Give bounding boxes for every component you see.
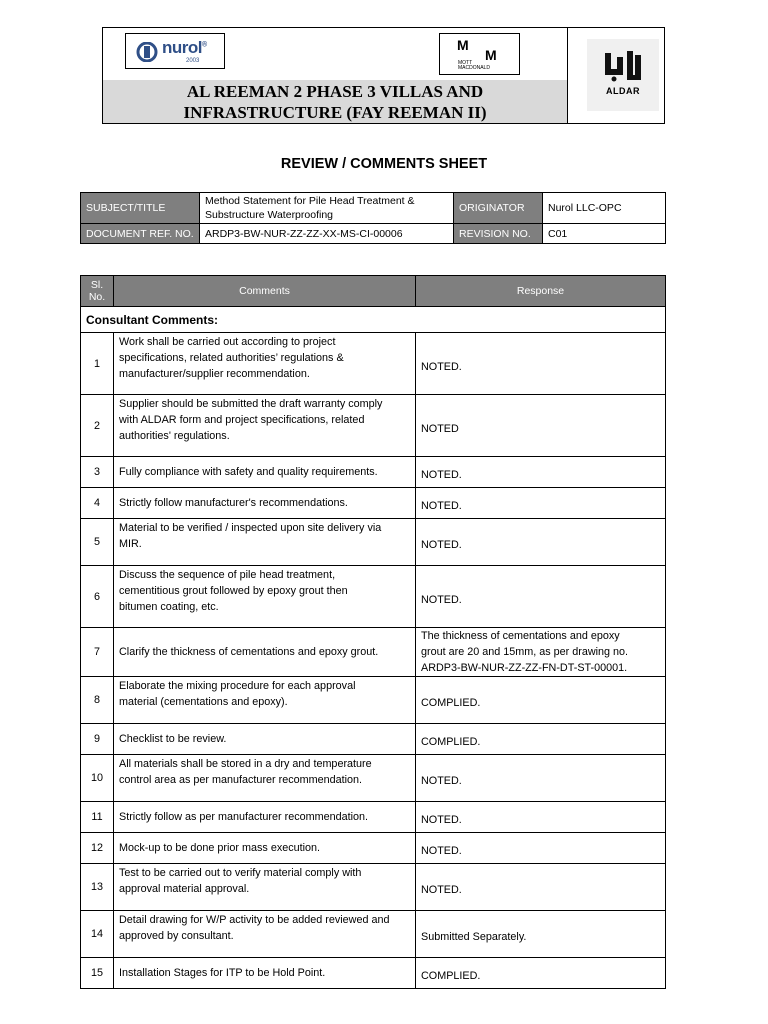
response-text: NOTED [421, 422, 459, 435]
row-number: 12 [81, 833, 114, 864]
aldar-glyph-icon [601, 49, 645, 83]
response-text: Submitted Separately. [421, 931, 527, 943]
comment-text: authorities' regulations. [119, 430, 230, 442]
table-row [81, 958, 666, 989]
comments-table-header [81, 276, 666, 307]
comment-cell [114, 457, 416, 488]
comment-text: Material to be verified / inspected upon site delivery via [119, 522, 382, 534]
comments-table-body [81, 307, 666, 989]
response-text: The thickness of cementations and epoxy [421, 630, 620, 642]
row-number: 15 [81, 958, 114, 989]
row-number: 7 [81, 628, 114, 677]
client-logo-cell [567, 28, 665, 123]
row-number: 14 [81, 911, 114, 958]
mott-logo-text-2: MACDONALD [458, 65, 490, 71]
row-number: 9 [81, 724, 114, 755]
comment-text: Discuss the sequence of pile head treatment, [119, 569, 336, 581]
revision-value: C01 [543, 224, 666, 244]
response-cell [416, 802, 666, 833]
response-cell [416, 395, 666, 457]
comment-cell [114, 333, 416, 395]
comment-cell [114, 566, 416, 628]
row-number: 11 [81, 802, 114, 833]
table-row [81, 802, 666, 833]
row-number: 4 [81, 488, 114, 519]
comment-text: Elaborate the mixing procedure for each approval [119, 680, 356, 692]
comment-text: Test to be carried out to verify material comply with [119, 867, 362, 879]
response-cell [416, 958, 666, 989]
comment-cell [114, 519, 416, 566]
comment-text: Strictly follow as per manufacturer recommendation. [119, 811, 369, 823]
docref-label: DOCUMENT REF. NO. [81, 224, 200, 244]
comment-text: Mock-up to be done prior mass execution. [119, 842, 321, 854]
response-text: NOTED. [421, 360, 462, 373]
comment-text: All materials shall be stored in a dry and temperature [119, 758, 372, 770]
table-row [81, 864, 666, 911]
comment-text: Supplier should be submitted the draft warranty comply [119, 398, 383, 410]
row-number: 13 [81, 864, 114, 911]
response-cell [416, 628, 666, 677]
response-text: NOTED. [421, 593, 462, 606]
response-cell [416, 864, 666, 911]
comment-text: control area as per manufacturer recommendation. [119, 774, 363, 786]
info-row-subject [81, 193, 666, 224]
comment-cell [114, 628, 416, 677]
subject-value-line1: Method Statement for Pile Head Treatment & [205, 195, 415, 207]
comment-cell [114, 755, 416, 802]
response-text: COMPLIED. [421, 736, 481, 748]
response-text: grout are 20 and 15mm, as per drawing no. [421, 646, 629, 658]
comment-text: Installation Stages for ITP to be Hold Point. [119, 967, 326, 979]
comment-text: manufacturer/supplier recommendation. [119, 368, 310, 380]
comment-text: material (cementations and epoxy). [119, 696, 288, 708]
comment-text: MIR. [119, 538, 142, 550]
aldar-logo-text: ALDAR [606, 86, 640, 96]
response-cell [416, 333, 666, 395]
comment-text: Clarify the thickness of cementations and epoxy grout. [119, 646, 379, 658]
logo-strip [103, 28, 567, 81]
response-cell [416, 724, 666, 755]
mott-logo-text-1: MOTT [458, 60, 473, 66]
comment-text: Detail drawing for W/P activity to be added reviewed and [119, 914, 390, 926]
response-cell [416, 457, 666, 488]
comment-cell [114, 395, 416, 457]
docref-value: ARDP3-BW-NUR-ZZ-ZZ-XX-MS-CI-00006 [200, 224, 454, 244]
comment-text: bitumen coating, etc. [119, 601, 219, 613]
comment-cell [114, 724, 416, 755]
response-text: ARDP3-BW-NUR-ZZ-ZZ-FN-DT-ST-00001. [421, 662, 628, 674]
table-row [81, 457, 666, 488]
comment-cell [114, 677, 416, 724]
comment-text: with ALDAR form and project specifications, related [119, 414, 365, 426]
response-text: NOTED. [421, 500, 462, 512]
document-info-table [80, 192, 666, 244]
response-text: COMPLIED. [421, 970, 481, 982]
comments-table [80, 275, 666, 989]
mott-macdonald-logo-icon [439, 33, 520, 75]
table-row [81, 566, 666, 628]
comment-text: approval material approval. [119, 883, 250, 895]
response-text: NOTED. [421, 884, 462, 896]
response-text: COMPLIED. [421, 697, 481, 709]
sheet-title: REVIEW / COMMENTS SHEET [280, 156, 488, 172]
project-title [103, 80, 567, 123]
table-row [81, 911, 666, 958]
nurol-registered-mark: ® [202, 41, 207, 49]
document-header [102, 27, 665, 124]
column-header-comments: Comments [114, 276, 416, 307]
nurol-mark-icon [136, 42, 158, 62]
table-row [81, 833, 666, 864]
mott-logo-letter-1: M [457, 37, 469, 53]
row-number: 1 [81, 333, 114, 395]
nurol-logo-text: nurol [162, 38, 202, 57]
project-title-line2: INFRASTRUCTURE (FAY REEMAN II) [183, 102, 487, 122]
table-row [81, 724, 666, 755]
comment-text: Strictly follow manufacturer's recommendations. [119, 497, 348, 509]
comment-cell [114, 833, 416, 864]
table-row [81, 628, 666, 677]
response-cell [416, 488, 666, 519]
column-header-sl-no [81, 276, 114, 307]
response-cell [416, 566, 666, 628]
comment-cell [114, 911, 416, 958]
originator-value: Nurol LLC-OPC [543, 193, 666, 224]
comment-text: Fully compliance with safety and quality requirements. [119, 466, 378, 478]
column-header-sl-line1: Sl. [90, 279, 104, 291]
response-text: NOTED. [421, 469, 462, 481]
comment-cell [114, 802, 416, 833]
project-title-line1: AL REEMAN 2 PHASE 3 VILLAS AND [186, 81, 484, 101]
table-row [81, 755, 666, 802]
row-number: 3 [81, 457, 114, 488]
comment-text: approved by consultant. [119, 930, 234, 942]
section-row [81, 307, 666, 333]
table-row [81, 677, 666, 724]
response-cell [416, 911, 666, 958]
response-cell [416, 833, 666, 864]
originator-label: ORIGINATOR [454, 193, 543, 224]
table-row [81, 395, 666, 457]
nurol-logo-year: 2003 [186, 58, 200, 64]
table-row [81, 333, 666, 395]
nurol-logo-icon [125, 33, 225, 69]
row-number: 5 [81, 519, 114, 566]
comment-cell [114, 958, 416, 989]
response-text: NOTED. [421, 814, 462, 826]
response-text: NOTED. [421, 845, 462, 857]
table-row [81, 519, 666, 566]
response-text: NOTED. [421, 775, 462, 787]
subject-value-line2: Substructure Waterproofing [205, 209, 334, 221]
subject-value [200, 193, 454, 224]
mott-logo-letter-2: M [485, 47, 497, 63]
row-number: 10 [81, 755, 114, 802]
comment-text: specifications, related authorities’ regulations & [119, 352, 344, 364]
column-header-sl-line2: No. [88, 291, 106, 303]
response-cell [416, 755, 666, 802]
aldar-logo-icon [587, 39, 659, 111]
comment-text: Checklist to be review. [119, 733, 227, 745]
row-number: 2 [81, 395, 114, 457]
response-cell [416, 519, 666, 566]
row-number: 6 [81, 566, 114, 628]
revision-label: REVISION NO. [454, 224, 543, 244]
comment-cell [114, 864, 416, 911]
section-label: Consultant Comments: [81, 307, 666, 333]
table-row [81, 488, 666, 519]
response-cell [416, 677, 666, 724]
response-text: NOTED. [421, 539, 462, 551]
comment-text: cementitious grout followed by epoxy grout then [119, 585, 348, 597]
row-number: 8 [81, 677, 114, 724]
info-row-docref [81, 224, 666, 244]
comment-cell [114, 488, 416, 519]
column-header-response: Response [416, 276, 666, 307]
subject-label: SUBJECT/TITLE [81, 193, 200, 224]
comment-text: Work shall be carried out according to project [119, 336, 336, 348]
